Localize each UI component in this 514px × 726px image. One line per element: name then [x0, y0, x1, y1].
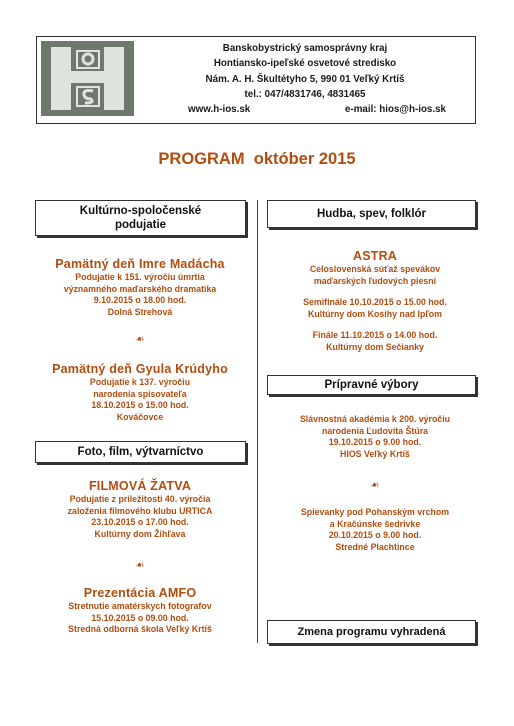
event-location: Dolná Strehová	[107, 306, 173, 317]
event-datetime: 19.10.2015 o 9.00 hod.	[328, 437, 422, 447]
program-title: PROGRAM október 2015	[158, 150, 356, 168]
event-astra	[257, 248, 493, 353]
header-line-address: Nám. A. H. Škultétyho 5, 990 01 Veľký Krtíš	[205, 73, 405, 85]
section-culture-line1: Kultúrno-spoločenské	[79, 205, 202, 217]
header-line-region: Banskobystrický samosprávny kraj	[222, 43, 388, 54]
header-web-link[interactable]: www.h-ios.sk	[188, 104, 251, 116]
section-photo-film-box	[35, 441, 246, 463]
event-final-location: Kultúrny dom Sečianky	[326, 341, 424, 352]
event-title: ASTRA	[352, 249, 398, 263]
event-description: Celoslovenská súťaž spevákov	[309, 264, 441, 274]
event-title: Pamätný deň Imre Madácha	[55, 257, 225, 271]
event-description: významného maďarského dramatika	[63, 283, 217, 294]
header-line-phone: tel.: 047/4831746, 4831465	[244, 88, 366, 100]
event-datetime: 15.10.2015 o 09.00 hod.	[91, 612, 189, 623]
event-description: Podujatie k 151. výročiu úmrtia	[75, 272, 205, 282]
event-datetime: 20.10.2015 o 9.00 hod.	[328, 530, 422, 540]
event-amfo	[20, 585, 260, 636]
notice-label: Zmena programu vyhradená	[297, 626, 446, 638]
separator-icon: ☙	[135, 334, 145, 345]
separator-icon: ☙	[135, 560, 145, 571]
section-culture-box	[35, 200, 246, 236]
event-location: Stredná odborná škola Veľký Krtíš	[68, 624, 212, 634]
event-spievanky	[257, 507, 493, 553]
event-description: narodenia spisovateľa	[93, 388, 187, 399]
notice-box	[267, 620, 476, 644]
event-title: FILMOVÁ ŽATVA	[88, 479, 192, 493]
event-location: Stredné Plachtince	[335, 541, 415, 552]
hos-logo	[41, 41, 134, 116]
event-datetime: 18.10.2015 o 15.00 hod.	[91, 400, 189, 410]
event-datetime: 23.10.2015 o 17.00 hod.	[91, 517, 189, 527]
event-datetime: 9.10.2015 o 18.00 hod.	[93, 295, 187, 305]
event-location: HIOS Veľký Krtíš	[340, 448, 410, 459]
section-photo-film-label: Foto, film, výtvarníctvo	[77, 446, 204, 458]
event-final-datetime: Finále 11.10.2015 o 14.00 hod.	[312, 330, 438, 340]
event-description: založenia filmového klubu URTICA	[67, 505, 213, 516]
event-description: Stretnutie amatérskych fotografov	[68, 601, 212, 611]
event-description: Spievanky pod Pohanským vrchom	[300, 507, 450, 517]
header-line-organization: Hontiansko-ipeľské osvetové stredisko	[213, 58, 397, 70]
section-music-box	[267, 200, 476, 228]
header-contact	[140, 41, 470, 117]
event-filmova-zatva	[20, 478, 260, 540]
header-email-link[interactable]: e-mail: hios@h-ios.sk	[344, 104, 446, 116]
separator-icon: ☙	[370, 480, 380, 491]
event-description: narodenia Ľudovíta Štúra	[321, 425, 429, 436]
event-location: Kováčovce	[116, 411, 164, 422]
event-title: Pamätný deň Gyula Krúdyho	[52, 362, 228, 376]
event-madach	[20, 256, 260, 318]
event-description: maďarských ľudových piesní	[313, 275, 437, 286]
event-description: a Kračúnske šedrivke	[329, 518, 421, 529]
event-location: Kultúrny dom Žihľava	[94, 528, 186, 539]
event-stur-academy	[257, 414, 493, 460]
event-krudy	[20, 361, 260, 423]
section-committees-label: Prípravné výbory	[324, 379, 419, 391]
event-description: Slávnostná akadémia k 200. výročiu	[299, 414, 451, 424]
event-description: Podujatie z príležitosti 40. výročia	[69, 494, 211, 504]
event-description: Podujatie k 137. výročiu	[89, 377, 191, 387]
event-semifinal-datetime: Semifinále 10.10.2015 o 15.00 hod.	[303, 297, 447, 307]
section-culture-line2: podujatie	[114, 219, 167, 231]
event-semifinal-location: Kultúrny dom Kosihy nad Ipľom	[308, 308, 442, 319]
section-music-label: Hudba, spev, folklór	[316, 208, 427, 220]
event-title: Prezentácia AMFO	[83, 586, 197, 600]
section-committees-box	[267, 375, 476, 395]
